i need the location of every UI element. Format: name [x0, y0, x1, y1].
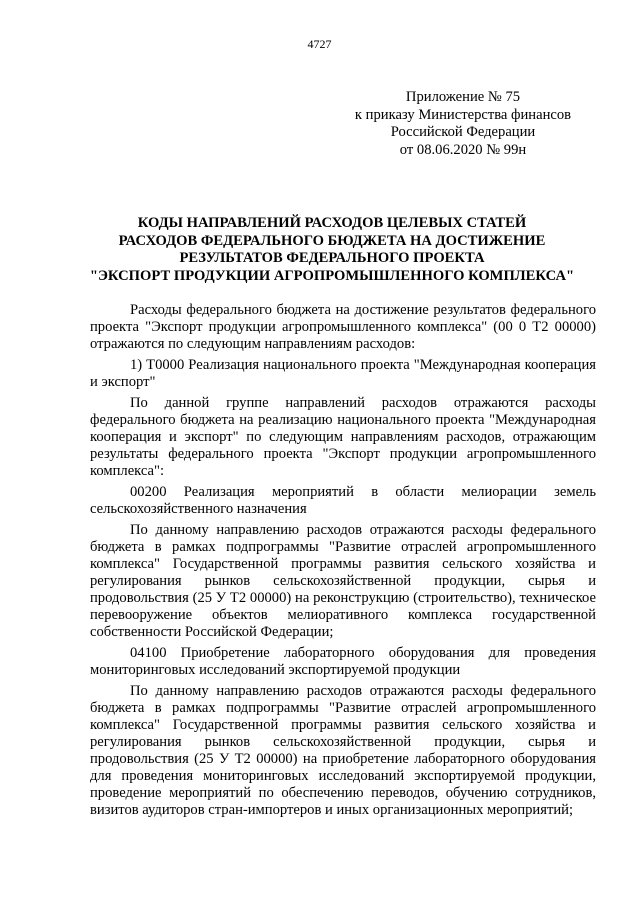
- appendix-line: от 08.06.2020 № 99н: [399, 141, 527, 158]
- appendix-line: к приказу Министерства финансов: [354, 106, 572, 123]
- title-line: РЕЗУЛЬТАТОВ ФЕДЕРАЛЬНОГО ПРОЕКТА: [179, 250, 485, 266]
- paragraph-group-heading: 1) Т0000 Реализация национального проекта "Международная кооперация и экспорт": [90, 357, 596, 390]
- paragraph-intro: Расходы федерального бюджета на достижение результатов федерального проекта "Экспорт продукции агропромышленного комплекса" (00 0 Т2 00000) отражаются по следующим направлениям расходов:: [90, 302, 596, 352]
- appendix-block: [343, 89, 583, 159]
- paragraph-code-04100-description: По данному направлению расходов отражаются расходы федерального бюджета в рамках подпрограммы "Развитие отраслей агропромышленного комплекса" Государственной программы развития сельского хозяйства и регулирования рынков сельскохозяйственной продукции, сырья и продовольствия (25 У Т2 00000) на приобретение лабораторного оборудования для проведения мониторинговых исследований экспортируемой продукции, проведение мероприятий по обеспечению переводов, обучению сотрудников, визитов аудиторов стран-импортеров и иных организационных мероприятий;: [90, 683, 596, 818]
- paragraph-code-00200-description: По данному направлению расходов отражаются расходы федерального бюджета в рамках подпрограммы "Развитие отраслей агропромышленного комплекса" Государственной программы развития сельского хозяйства и регулирования рынков сельскохозяйственной продукции, сырья и продовольствия (25 У Т2 00000) на реконструкцию (строительство), техническое перевооружение объектов мелиоративного комплекса государственной собственности Российской Федерации;: [90, 522, 596, 640]
- document-title: [40, 215, 624, 285]
- document-body: [90, 302, 596, 823]
- title-line: "ЭКСПОРТ ПРОДУКЦИИ АГРОПРОМЫШЛЕННОГО КОМПЛЕКСА": [89, 267, 575, 284]
- title-line: КОДЫ НАПРАВЛЕНИЙ РАСХОДОВ ЦЕЛЕВЫХ СТАТЕЙ: [137, 215, 527, 231]
- appendix-line: Приложение № 75: [405, 89, 521, 105]
- page-number: 4727: [307, 37, 332, 51]
- title-line: РАСХОДОВ ФЕДЕРАЛЬНОГО БЮДЖЕТА НА ДОСТИЖЕНИЕ: [118, 232, 546, 249]
- appendix-line: Российской Федерации: [390, 124, 536, 140]
- paragraph-code-00200: 00200 Реализация мероприятий в области мелиорации земель сельскохозяйственного назначения: [90, 484, 596, 517]
- paragraph-group-description: По данной группе направлений расходов отражаются расходы федерального бюджета на реализацию национального проекта "Международная кооперация и экспорт" по следующим направлениям расходов, отражающим результаты федерального проекта "Экспорт продукции агропромышленного комплекса":: [90, 395, 596, 479]
- paragraph-code-04100: 04100 Приобретение лабораторного оборудования для проведения мониторинговых исследований экспортируемой продукции: [90, 645, 596, 678]
